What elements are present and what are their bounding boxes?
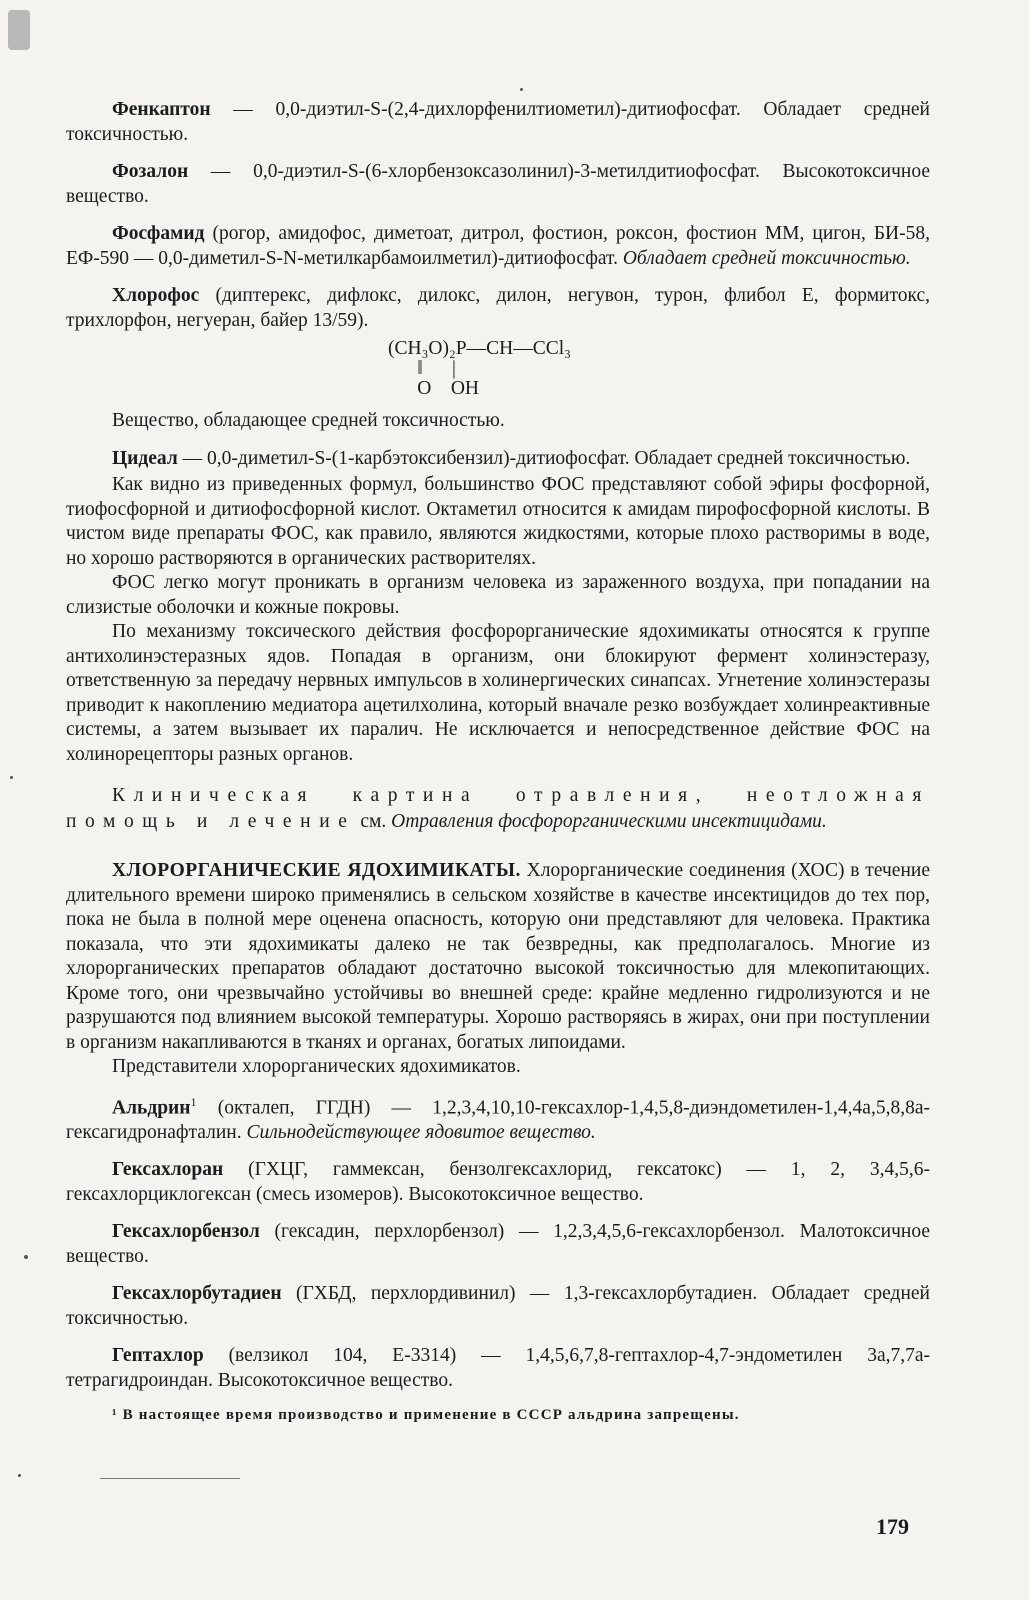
term-text: (окталеп, ГГДН) — 1,2,3,4,10,10-гексахлор-1,4,5,8-диэндометилен-1,4,4а,5,8,8а-гексагидронафталин. (66, 1097, 930, 1143)
term-name: Фозалон (112, 161, 189, 182)
entry-aldrin (66, 1090, 930, 1146)
term-name: Гептахлор (112, 1345, 204, 1366)
entry-fenkapton (66, 98, 930, 147)
term-name: Цидеал (112, 447, 178, 469)
entry-fosfamid (66, 222, 930, 271)
section-text: Хлорорганические соединения (ХОС) в течение длительного времени широко применялись в сельском хозяйстве в качестве инсектицидов до тех пор, пока не была в полной мере оценена опасность, которую они представляют для человека. Практика показала, что эти ядохимикаты далеко не так безвредны, как предполагалось. Многие из хлорорганических препаратов обладают достаточно высокой токсичностью для млекопитающих. Кроме того, они чрезвычайно устойчивы во внешней среде: крайне медленно гидролизуются и не разрушаются под влиянием высокой температуры. Хорошо растворяясь в жирах, они при поступлении в организм накапливаются в тканях и органах, богатых липоидами. (66, 860, 930, 1053)
entry-cideal (66, 447, 930, 472)
term-text: — 0,0-диметил-S-(1-карбэтоксибензил)-дитиофосфат. Обладает средней токсичностью. (177, 447, 911, 469)
paragraph: По механизму токсического действия фосфорорганические ядохимикаты относятся к группе антихолинэстеразных ядов. Попадая в организм, они блокируют фермент холинэстеразу, ответственную за передачу нервных импульсов в холинергических синапсах. Угнетение холинэстеразы приводит к накоплению медиатора ацетилхолина, который вначале резко возбуждает холинреактивные системы, а затем вызывает их паралич. Не исключается и непосредственное действие ФОС на холинорецепторы разных органов. (66, 621, 930, 765)
scan-speck (24, 1255, 28, 1259)
section-chlororganic (66, 859, 930, 1055)
term-text: (велзикол 104, Е-3314) — 1,4,5,6,7,8-гептахлор-4,7-эндометилен 3а,7,7а-тетрагидроиндан. Высокотоксичное вещество. (66, 1345, 930, 1391)
term-name: Гексахлорбензол (112, 1221, 260, 1242)
scan-speck (8, 10, 30, 50)
term-italic: Сильнодействующее ядовитое вещество. (241, 1121, 596, 1143)
clinical-see: см. (355, 811, 392, 832)
chlorofos-tail: Вещество, обладающее средней токсичностью. (112, 410, 505, 431)
term-name: Хлорофос (112, 285, 200, 306)
entry-geksahlorbenzol (66, 1220, 930, 1269)
footnote-rule (100, 1478, 240, 1479)
term-text: (гексадин, перхлорбензол) — 1,2,3,4,5,6-гексахлорбензол. Малотоксичное вещество. (66, 1221, 930, 1267)
paragraph: ФОС легко могут проникать в организм человека из зараженного воздуха, при попадании на слизистые оболочки и кожные покровы. (66, 572, 930, 618)
term-text: (ГХЦГ, гаммексан, бензолгексахлорид, гексатокс) — 1, 2, 3,4,5,6-гексахлорциклогексан (смесь изомеров). Высокотоксичное вещество. (66, 1159, 930, 1205)
formula-line: ‖ | (388, 358, 456, 379)
scan-speck (520, 88, 523, 91)
entry-geksahloran (66, 1158, 930, 1207)
term-text: (рогор, амидофос, диметоат, дитрол, фостион, роксон, фостион ММ, цигон, БИ-58, ЕФ-590 — 0,0-диметил-S-N-метилкарбамоилметил)-дитиофосфат. (66, 223, 930, 269)
entry-chlorofos (66, 284, 930, 333)
chemical-formula (66, 337, 930, 401)
term-text: — 0,0-диэтил-S-(6-хлорбензоксазолинил)-3-метилдитиофосфат. Высокотоксичное вещество. (66, 161, 930, 207)
term-text: (диптерекс, дифлокс, дилокс, дилон, негувон, турон, флибол Е, формитокс, трихлорфон, негуеран, байер 13/59). (66, 285, 930, 331)
scan-speck (18, 1474, 21, 1477)
footnote: ¹ В настоящее время производство и применение в СССР альдрина запрещены. (112, 1407, 740, 1423)
clinical-ref: Отравления фосфорорганическими инсектицидами. (391, 811, 827, 832)
section-heading: ХЛОРОРГАНИЧЕСКИЕ ЯДОХИМИКАТЫ. (112, 860, 521, 881)
term-name: Фенкаптон (112, 99, 211, 120)
page-number: 179 (876, 1514, 909, 1539)
clinical-spaced-text: Клиническая картина отравления, неотложная помощь и лечение (66, 785, 930, 832)
page-body (66, 98, 930, 1428)
term-name: Гексахлоран (112, 1159, 224, 1180)
term-name: Фосфамид (112, 223, 205, 244)
entry-fozalon (66, 160, 930, 209)
entry-geksahlorbutadien (66, 1282, 930, 1331)
entry-geptahlor (66, 1344, 930, 1393)
formula-line: O OH (388, 378, 479, 399)
term-text: — 0,0-диэтил-S-(2,4-дихлорфенилтиометил)-дитиофосфат. Обладает средней токсичностью. (66, 99, 930, 145)
paragraph: Как видно из приведенных формул, большинство ФОС представляют собой эфиры фосфорной, тиофосфорной и дитиофосфорной кислот. Октаметил относится к амидам пирофосфорной кислоты. В чистом виде препараты ФОС, как правило, являются жидкостями, которые плохо растворимы в воде, но хорошо растворяются в органических растворителях. (66, 474, 930, 569)
scan-speck (10, 776, 13, 779)
clinical-reference (66, 783, 930, 835)
term-text: (ГХБД, перхлордивинил) — 1,3-гексахлорбутадиен. Обладает средней токсичностью. (66, 1283, 930, 1329)
term-name: Альдрин (112, 1097, 191, 1118)
term-italic: Обладает средней токсичностью. (617, 247, 911, 269)
representatives-line: Представители хлорорганических ядохимикатов. (112, 1056, 521, 1077)
term-name: Гексахлорбутадиен (112, 1283, 282, 1304)
formula-line: (CH₃O)₂P—CH—CCl₃ (388, 338, 571, 359)
footnote-marker: 1 (190, 1094, 197, 1109)
